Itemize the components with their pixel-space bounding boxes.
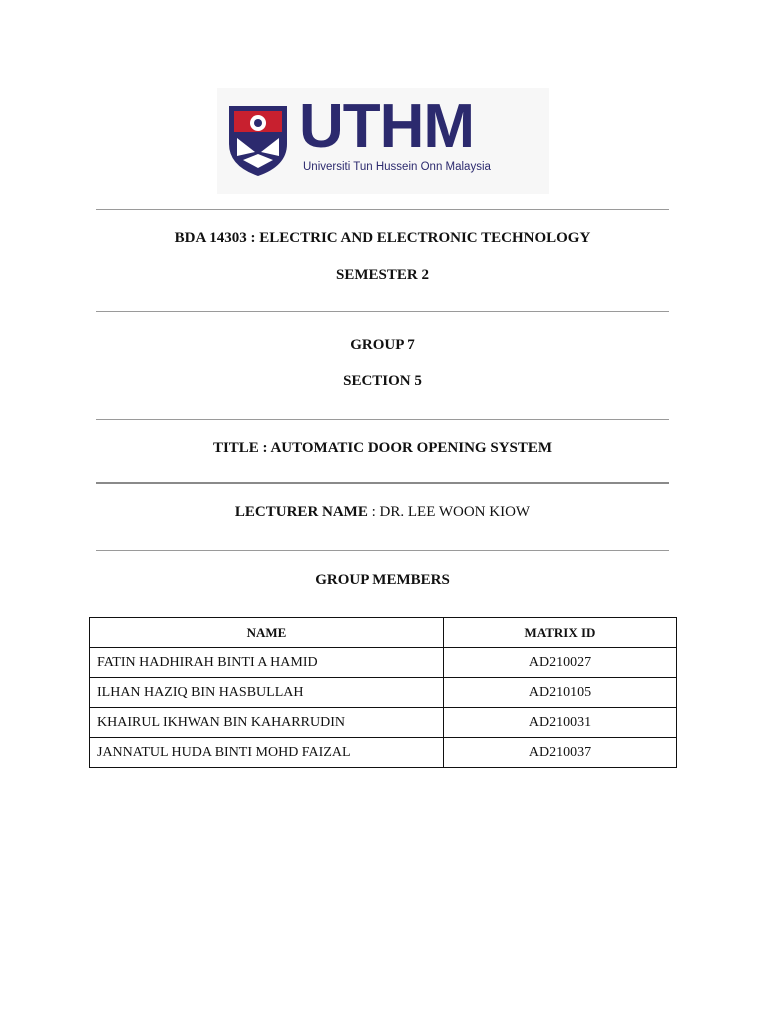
member-matrix-id: AD210037 — [444, 738, 677, 768]
divider — [96, 482, 669, 484]
lecturer-line — [96, 503, 669, 521]
member-name: JANNATUL HUDA BINTI MOHD FAIZAL — [90, 738, 444, 768]
table-row — [90, 708, 677, 738]
table-row — [90, 738, 677, 768]
group-label: GROUP 7 — [350, 337, 415, 353]
divider — [96, 419, 669, 420]
table-row — [90, 648, 677, 678]
table-row — [90, 678, 677, 708]
column-header-matrix-id: MATRIX ID — [444, 618, 677, 648]
university-logo — [217, 88, 549, 194]
member-name: KHAIRUL IKHWAN BIN KAHARRUDIN — [90, 708, 444, 738]
university-crest-icon — [227, 104, 289, 178]
members-table — [89, 617, 677, 768]
divider — [96, 209, 669, 210]
member-name: FATIN HADHIRAH BINTI A HAMID — [90, 648, 444, 678]
member-matrix-id: AD210031 — [444, 708, 677, 738]
logo-subtitle: Universiti Tun Hussein Onn Malaysia — [303, 161, 491, 173]
project-title: TITLE : AUTOMATIC DOOR OPENING SYSTEM — [212, 440, 553, 456]
course-title: BDA 14303 : ELECTRIC AND ELECTRONIC TECHNOLOGY — [174, 230, 591, 246]
table-header-row — [90, 618, 677, 648]
member-name: ILHAN HAZIQ BIN HASBULLAH — [90, 678, 444, 708]
logo-wordmark: UTHM — [299, 92, 475, 161]
lecturer-separator: : — [367, 504, 380, 520]
members-heading: GROUP MEMBERS — [315, 572, 450, 588]
divider — [96, 311, 669, 312]
lecturer-name: DR. LEE WOON KIOW — [379, 504, 531, 520]
member-matrix-id: AD210105 — [444, 678, 677, 708]
lecturer-label: LECTURER NAME — [234, 504, 368, 520]
section-label: SECTION 5 — [343, 373, 422, 389]
member-matrix-id: AD210027 — [444, 648, 677, 678]
semester-label: SEMESTER 2 — [336, 267, 429, 283]
column-header-name: NAME — [90, 618, 444, 648]
divider — [96, 550, 669, 551]
